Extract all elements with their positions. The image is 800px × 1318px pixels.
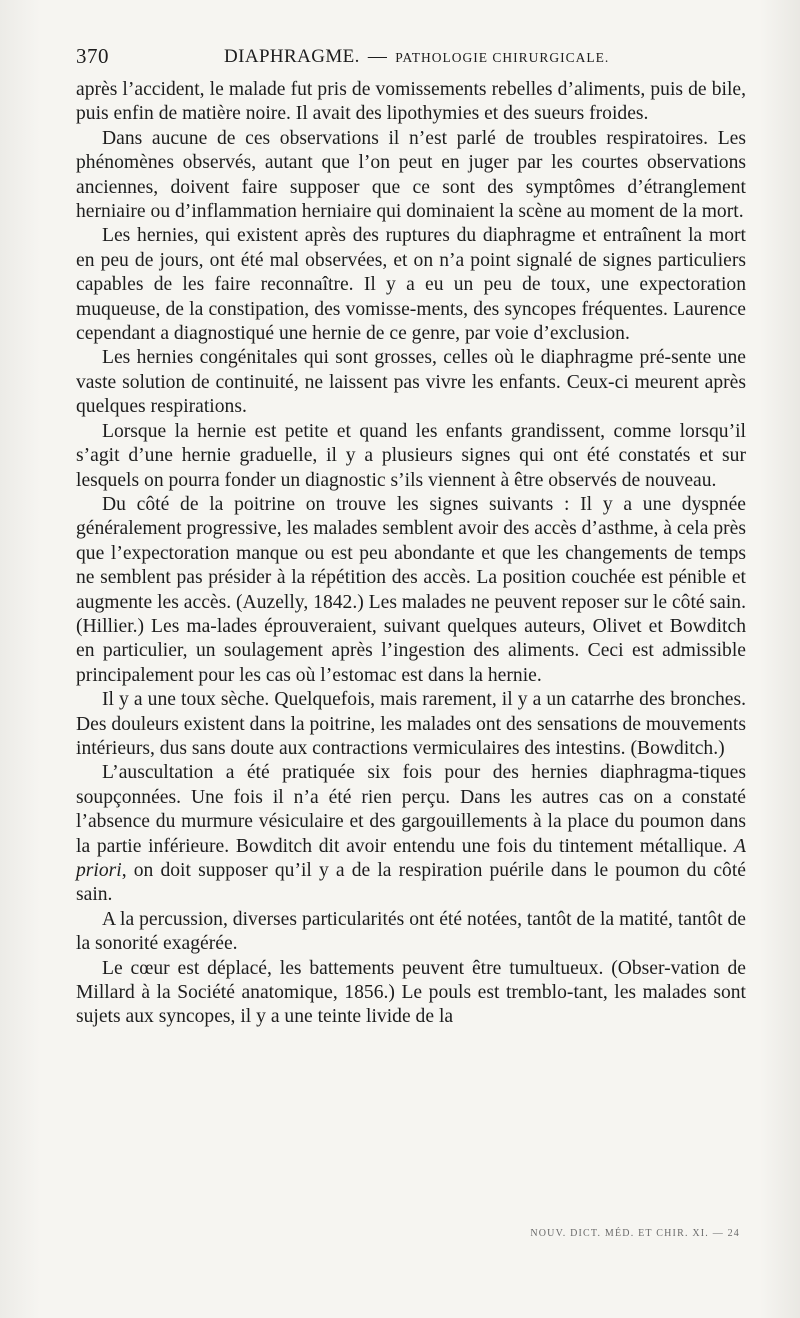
paragraph-10: Le cœur est déplacé, les battements peuvent être tumultueux. (Obser-vation de Millard à la Société anatomique, 1856.) Le pouls est tremblo-tant, les malades sont sujets aux syncopes, il y a une teinte livide de la <box>76 957 746 1028</box>
paragraph-4: Les hernies congénitales qui sont grosses, celles où le diaphragme pré-sente une vaste solution de continuité, ne laissent pas vivre les enfants. Ceux-ci meurent après quelques respirations. <box>76 347 746 418</box>
paragraph-2: Dans aucune de ces observations il n’est parlé de troubles respiratoires. Les phénomènes observés, autant que l’on peut en juger par les courtes observations anciennes, doivent faire supposer que ce sont des symptômes d’étranglement herniaire ou d’inflammation herniaire qui dominaient la scène au moment de la mort. <box>76 127 746 223</box>
paragraph-8-tail: , on doit supposer qu’il y a de la respiration puérile dans le poumon du côté sain. <box>76 860 746 906</box>
signature-mark: NOUV. DICT. MÉD. ET CHIR. XI. — 24 <box>530 1228 740 1239</box>
paragraph-8-italic: A priori <box>76 835 746 881</box>
page-header <box>76 44 746 74</box>
paragraph-1: après l’accident, le malade fut pris de vomissements rebelles d’aliments, puis de bile, puis enfin de matière noire. Il avait des lipothymies et des sueurs froides. <box>76 79 746 125</box>
paragraph-3: Les hernies, qui existent après des ruptures du diaphragme et entraînent la mort en peu de jours, ont été mal observées, et on n’a point signalé de signes particuliers capables de les faire reconnaître. Il y a eu un peu de toux, une expectoration muqueuse, de la constipation, des vomisse-ments, des syncopes fréquentes. Laurence cependant a diagnostiqué une hernie de ce genre, par voie d’exclusion. <box>76 225 746 345</box>
paragraph-7: Il y a une toux sèche. Quelquefois, mais rarement, il y a un catarrhe des bronches. Des douleurs existent dans la poitrine, les malades ont des sensations de mouvements intérieurs, dus sans doute aux contractions vermiculaires des intestins. (Bowditch.) <box>76 689 746 759</box>
running-title-main: DIAPHRAGME. <box>224 46 360 67</box>
paragraph-8 <box>76 761 746 907</box>
page-number: 370 <box>76 44 109 68</box>
paragraph-8-main: L’auscultation a été pratiquée six fois pour des hernies diaphragma-tiques soupçonnées. Une fois il n’a été rien perçu. Dans les autres cas on a constaté l’absence du murmure vésiculaire et des gargouillements à la place du poumon dans la partie inférieure. Bowditch dit avoir entendu une fois du tintement métallique. <box>76 762 746 857</box>
paragraph-9: A la percussion, diverses particularités ont été notées, tantôt de la matité, tantôt de la sonorité exagérée. <box>76 908 746 955</box>
running-title-dash: — <box>367 46 388 67</box>
paragraph-5: Lorsque la hernie est petite et quand les enfants grandissent, comme lorsqu’il s’agit d’une hernie graduelle, il y a plusieurs signes qui ont été constatés et sur lesquels on pourra fonder un diagnostic s’ils viennent à être observés de nouveau. <box>76 420 746 491</box>
running-title-subtitle: PATHOLOGIE CHIRURGICALE. <box>395 50 610 65</box>
paragraph-6: Du côté de la poitrine on trouve les signes suivants : Il y a une dyspnée généralement progressive, les malades semblent avoir des accès d’asthme, à cela près que l’expectoration manque ou est peu abondante et que les changements de temps ne semblent pas présider à la répétition des accès. La position couchée est pénible et augmente les accès. (Auzelly, 1842.) Les malades ne peuvent reposer sur le côté sain. (Hillier.) Les ma-lades éprouveraient, suivant quelques auteurs, Olivet et Bowditch en particulier, un soulagement après l’ingestion des aliments. Ceci est admissible principalement pour les cas où l’estomac est dans la hernie. <box>76 493 746 686</box>
body-text <box>76 78 746 1030</box>
running-title <box>224 46 609 68</box>
